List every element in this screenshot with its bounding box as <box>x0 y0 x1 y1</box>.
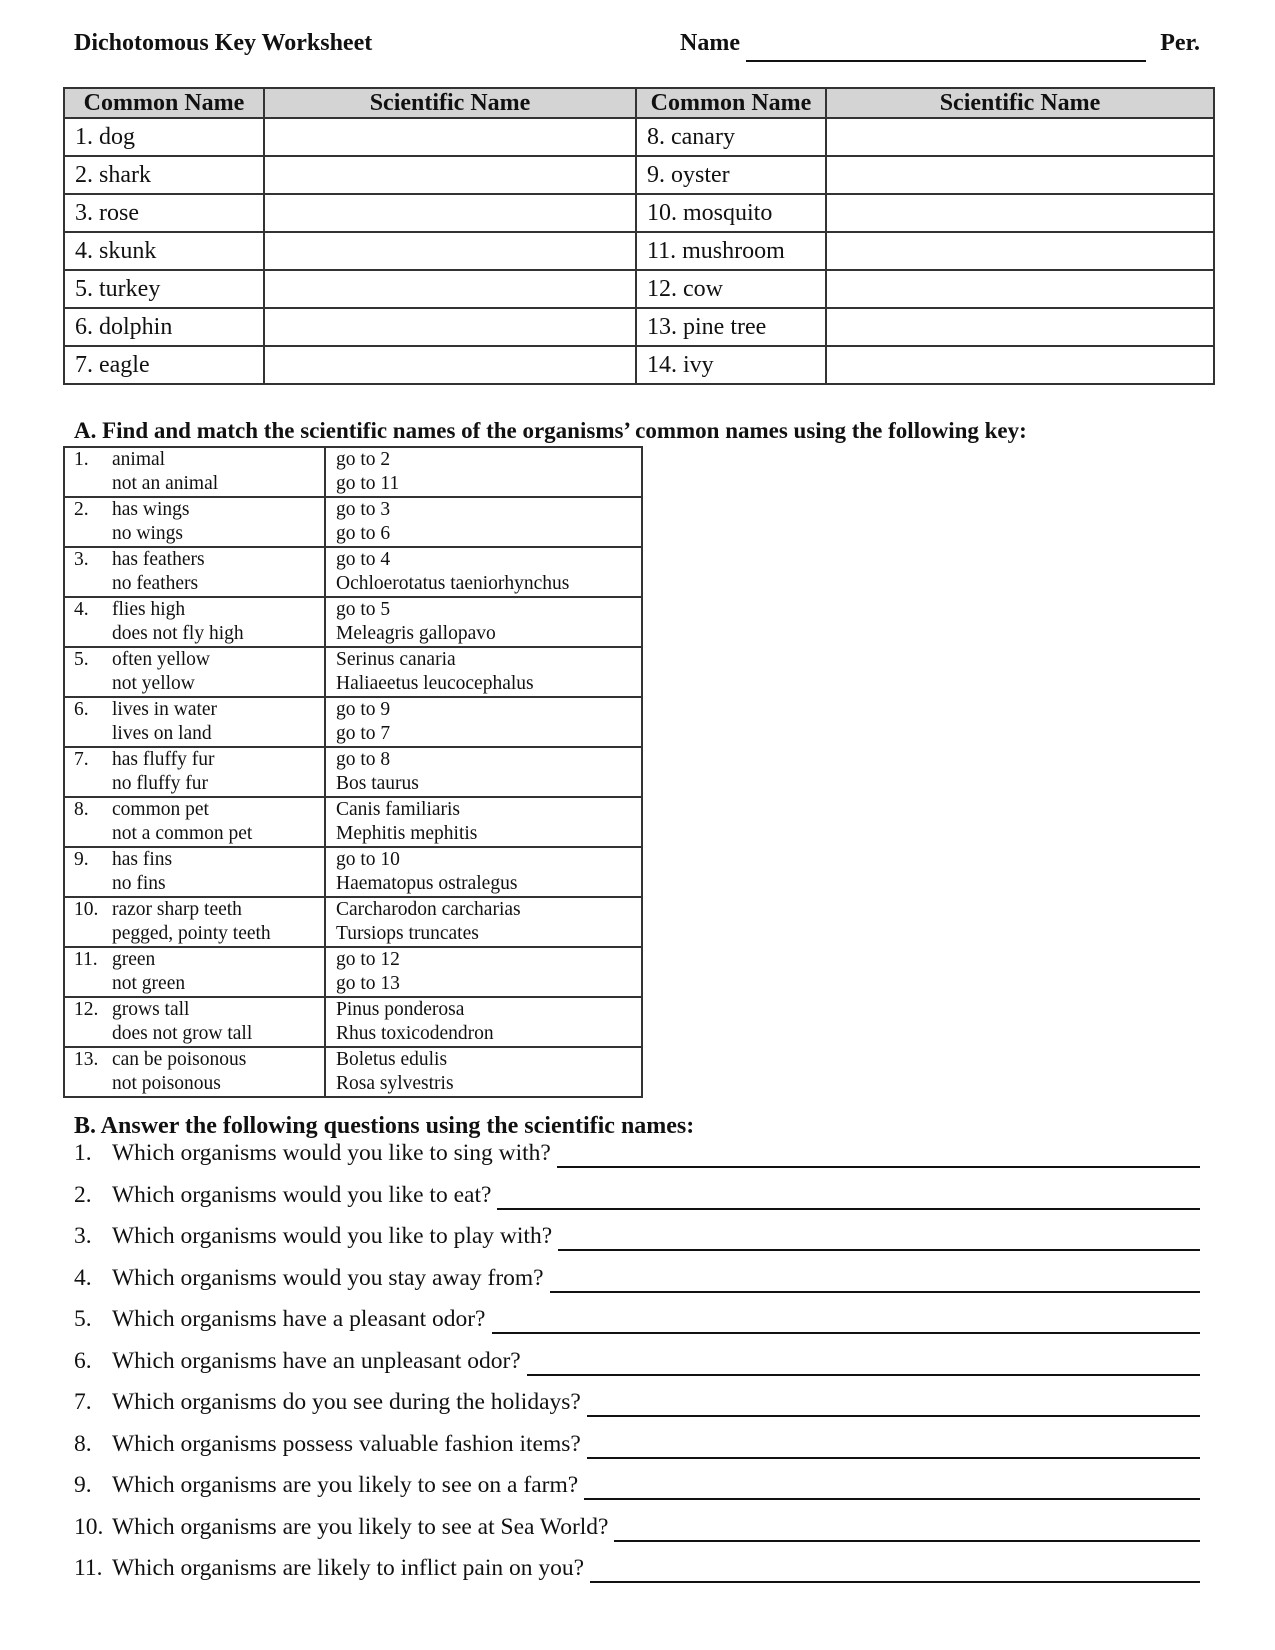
key-result-option-b: Haematopus ostralegus <box>336 873 518 894</box>
key-step-number: 9. <box>74 849 89 870</box>
period-label: Per. <box>1160 30 1200 56</box>
key-trait-option-b: not yellow <box>112 673 195 694</box>
key-result-option-b: go to 6 <box>336 523 391 544</box>
key-trait-cell <box>64 747 325 797</box>
question-text: Which organisms would you like to play with? <box>112 1223 553 1249</box>
answer-line[interactable] <box>584 1498 1200 1500</box>
key-step-number: 13. <box>74 1049 99 1070</box>
key-step-number: 1. <box>74 449 89 470</box>
answer-line[interactable] <box>492 1332 1200 1334</box>
common-name-cell: 6. dolphin <box>64 308 264 346</box>
common-name-cell: 3. rose <box>64 194 264 232</box>
key-step-row <box>64 947 642 997</box>
key-result-option-a: go to 10 <box>336 849 400 870</box>
key-result-option-a: go to 9 <box>336 699 391 720</box>
common-name-cell: 8. canary <box>636 118 826 156</box>
scientific-name-answer-cell[interactable] <box>264 232 636 270</box>
table-row <box>64 232 1214 270</box>
key-step-number: 10. <box>74 899 99 920</box>
scientific-name-answer-cell[interactable] <box>826 346 1214 384</box>
key-result-option-a: go to 8 <box>336 749 391 770</box>
key-trait-option-a: animal <box>112 449 166 470</box>
name-label: Name <box>680 30 740 56</box>
key-trait-option-a: green <box>112 949 156 970</box>
key-result-cell <box>325 747 642 797</box>
key-step-number: 8. <box>74 799 89 820</box>
common-name-cell: 5. turkey <box>64 270 264 308</box>
scientific-name-answer-cell[interactable] <box>264 270 636 308</box>
key-result-cell <box>325 897 642 947</box>
question-text: Which organisms have an unpleasant odor? <box>112 1347 521 1374</box>
key-step-row <box>64 647 642 697</box>
question-item <box>74 1472 1200 1504</box>
question-item <box>74 1555 1200 1587</box>
question-item <box>74 1431 1200 1463</box>
key-step-number: 7. <box>74 749 89 770</box>
key-step-number: 5. <box>74 649 89 670</box>
key-step-row <box>64 547 642 597</box>
key-result-option-b: Rhus toxicodendron <box>336 1023 494 1044</box>
key-trait-cell <box>64 997 325 1047</box>
key-trait-option-a: razor sharp teeth <box>112 899 242 920</box>
scientific-name-answer-cell[interactable] <box>826 194 1214 232</box>
key-trait-option-a: has feathers <box>112 549 205 570</box>
key-step-number: 11. <box>74 949 98 970</box>
question-item <box>74 1348 1200 1380</box>
key-trait-option-a: has wings <box>112 499 190 520</box>
common-name-cell: 1. dog <box>64 118 264 156</box>
key-result-cell <box>325 847 642 897</box>
key-result-option-a: go to 5 <box>336 599 391 620</box>
key-step-number: 4. <box>74 599 89 620</box>
question-item <box>74 1223 1200 1255</box>
key-result-cell <box>325 447 642 497</box>
answer-line[interactable] <box>497 1208 1200 1210</box>
key-trait-option-b: lives on land <box>112 723 212 744</box>
question-number: 2. <box>74 1181 92 1208</box>
table-row <box>64 346 1214 384</box>
key-trait-cell <box>64 447 325 497</box>
key-result-option-b: Bos taurus <box>336 773 419 794</box>
key-trait-option-b: no fluffy fur <box>112 773 209 794</box>
key-result-cell <box>325 797 642 847</box>
question-text: Which organisms possess valuable fashion items? <box>112 1430 581 1457</box>
answer-line[interactable] <box>557 1166 1200 1168</box>
key-result-option-a: go to 4 <box>336 549 391 570</box>
key-result-option-b: Rosa sylvestris <box>336 1073 454 1094</box>
question-number: 8. <box>74 1430 92 1457</box>
key-result-option-a: go to 12 <box>336 949 400 970</box>
scientific-name-answer-cell[interactable] <box>264 308 636 346</box>
worksheet-header <box>74 26 1200 66</box>
scientific-name-answer-cell[interactable] <box>826 156 1214 194</box>
scientific-name-answer-cell[interactable] <box>826 118 1214 156</box>
key-trait-cell <box>64 547 325 597</box>
key-step-number: 6. <box>74 699 89 720</box>
names-table-header-row <box>64 88 1214 118</box>
scientific-name-answer-cell[interactable] <box>264 194 636 232</box>
key-trait-option-b: not green <box>112 973 186 994</box>
key-step-row <box>64 747 642 797</box>
key-trait-option-a: flies high <box>112 599 186 620</box>
key-trait-option-b: no fins <box>112 873 166 894</box>
table-row <box>64 308 1214 346</box>
key-result-cell <box>325 597 642 647</box>
question-text: Which organisms are likely to inflict pain on you? <box>112 1555 585 1581</box>
common-name-cell: 11. mushroom <box>636 232 826 270</box>
question-item <box>74 1389 1200 1421</box>
common-name-cell: 10. mosquito <box>636 194 826 232</box>
worksheet-title: Dichotomous Key Worksheet <box>74 30 373 56</box>
table-row <box>64 194 1214 232</box>
question-item <box>74 1306 1200 1338</box>
key-result-cell <box>325 997 642 1047</box>
column-header-common-name: Common Name <box>64 88 264 118</box>
key-step-number: 3. <box>74 549 89 570</box>
key-trait-cell <box>64 1047 325 1097</box>
question-item <box>74 1265 1200 1297</box>
key-trait-option-a: grows tall <box>112 999 190 1020</box>
table-row <box>64 156 1214 194</box>
question-text: Which organisms are you likely to see at Sea World? <box>112 1513 609 1540</box>
key-result-option-a: Boletus edulis <box>336 1049 448 1070</box>
key-result-option-b: go to 7 <box>336 723 391 744</box>
key-trait-option-b: no wings <box>112 523 183 544</box>
key-result-option-b: Ochloerotatus taeniorhynchus <box>336 573 570 594</box>
key-trait-cell <box>64 697 325 747</box>
key-trait-cell <box>64 847 325 897</box>
answer-line[interactable] <box>527 1374 1200 1376</box>
question-number: 6. <box>74 1347 92 1374</box>
key-result-option-a: Pinus ponderosa <box>336 999 465 1020</box>
key-step-row <box>64 447 642 497</box>
question-number: 9. <box>74 1472 92 1498</box>
key-result-cell <box>325 547 642 597</box>
answer-line[interactable] <box>590 1581 1200 1583</box>
question-text: Which organisms have a pleasant odor? <box>112 1306 486 1332</box>
key-result-option-a: Canis familiaris <box>336 799 461 820</box>
key-trait-option-b: not poisonous <box>112 1073 221 1094</box>
question-item <box>74 1182 1200 1214</box>
key-trait-option-a: can be poisonous <box>112 1049 247 1070</box>
answer-line[interactable] <box>587 1457 1200 1459</box>
question-text: Which organisms would you stay away from? <box>112 1264 544 1291</box>
key-step-number: 2. <box>74 499 89 520</box>
scientific-name-answer-cell[interactable] <box>826 308 1214 346</box>
answer-line[interactable] <box>558 1249 1200 1251</box>
key-trait-option-a: lives in water <box>112 699 218 720</box>
key-trait-cell <box>64 597 325 647</box>
question-text: Which organisms would you like to eat? <box>112 1181 492 1208</box>
key-result-option-b: Tursiops truncates <box>336 923 479 944</box>
column-header-scientific-name: Scientific Name <box>264 88 636 118</box>
key-step-row <box>64 1047 642 1097</box>
question-number: 3. <box>74 1223 92 1249</box>
question-text: Which organisms do you see during the holidays? <box>112 1389 581 1415</box>
key-result-option-b: Mephitis mephitis <box>336 823 478 844</box>
answer-line[interactable] <box>550 1291 1200 1293</box>
question-number: 4. <box>74 1264 92 1291</box>
common-name-cell: 4. skunk <box>64 232 264 270</box>
key-result-option-a: go to 2 <box>336 449 391 470</box>
name-field-line[interactable] <box>746 60 1146 62</box>
key-result-option-a: go to 3 <box>336 499 391 520</box>
key-trait-option-b: not a common pet <box>112 823 253 844</box>
key-trait-option-b: does not fly high <box>112 623 244 644</box>
key-step-row <box>64 597 642 647</box>
key-result-cell <box>325 497 642 547</box>
question-item <box>74 1514 1200 1546</box>
key-step-row <box>64 497 642 547</box>
question-text: Which organisms are you likely to see on a farm? <box>112 1472 579 1498</box>
key-result-cell <box>325 1047 642 1097</box>
key-trait-option-a: often yellow <box>112 649 211 670</box>
table-row <box>64 118 1214 156</box>
table-row <box>64 270 1214 308</box>
common-name-cell: 13. pine tree <box>636 308 826 346</box>
section-b-title: B. Answer the following questions using the scientific names: <box>74 1113 695 1139</box>
key-step-number: 12. <box>74 999 99 1020</box>
key-step-row <box>64 697 642 747</box>
key-result-cell <box>325 647 642 697</box>
key-step-row <box>64 897 642 947</box>
common-scientific-names-table <box>63 87 1215 385</box>
key-result-option-a: Carcharodon carcharias <box>336 899 521 920</box>
question-item <box>74 1140 1200 1172</box>
key-result-option-b: go to 11 <box>336 473 400 494</box>
key-result-cell <box>325 697 642 747</box>
common-name-cell: 2. shark <box>64 156 264 194</box>
scientific-name-answer-cell[interactable] <box>826 270 1214 308</box>
key-step-row <box>64 997 642 1047</box>
question-number: 11. <box>74 1555 103 1581</box>
question-number: 7. <box>74 1389 92 1415</box>
key-trait-cell <box>64 497 325 547</box>
question-text: Which organisms would you like to sing with? <box>112 1140 551 1166</box>
key-result-option-b: Haliaeetus leucocephalus <box>336 673 534 694</box>
answer-line[interactable] <box>587 1415 1200 1417</box>
common-name-cell: 9. oyster <box>636 156 826 194</box>
key-trait-option-b: not an animal <box>112 473 219 494</box>
key-result-option-a: Serinus canaria <box>336 649 456 670</box>
key-trait-option-b: no feathers <box>112 573 199 594</box>
column-header-common-name: Common Name <box>636 88 826 118</box>
common-name-cell: 12. cow <box>636 270 826 308</box>
question-number: 5. <box>74 1306 92 1332</box>
key-trait-option-b: does not grow tall <box>112 1023 253 1044</box>
key-result-option-b: Meleagris gallopavo <box>336 623 496 644</box>
common-name-cell: 14. ivy <box>636 346 826 384</box>
key-result-option-b: go to 13 <box>336 973 400 994</box>
section-a-title: A. Find and match the scientific names of the organisms’ common names using the following key: <box>74 418 1027 443</box>
column-header-scientific-name: Scientific Name <box>826 88 1214 118</box>
key-trait-cell <box>64 797 325 847</box>
question-number: 1. <box>74 1140 92 1166</box>
key-trait-option-a: has fins <box>112 849 173 870</box>
key-trait-cell <box>64 897 325 947</box>
scientific-name-answer-cell[interactable] <box>826 232 1214 270</box>
key-trait-option-a: common pet <box>112 799 209 820</box>
answer-line[interactable] <box>614 1540 1200 1542</box>
key-trait-option-b: pegged, pointy teeth <box>112 923 271 944</box>
key-result-cell <box>325 947 642 997</box>
key-step-row <box>64 847 642 897</box>
key-step-row <box>64 797 642 847</box>
common-name-cell: 7. eagle <box>64 346 264 384</box>
key-trait-cell <box>64 647 325 697</box>
scientific-name-answer-cell[interactable] <box>264 156 636 194</box>
key-trait-cell <box>64 947 325 997</box>
dichotomous-key-table <box>63 446 643 1098</box>
key-trait-option-a: has fluffy fur <box>112 749 215 770</box>
scientific-name-answer-cell[interactable] <box>264 346 636 384</box>
question-number: 10. <box>74 1513 104 1540</box>
scientific-name-answer-cell[interactable] <box>264 118 636 156</box>
